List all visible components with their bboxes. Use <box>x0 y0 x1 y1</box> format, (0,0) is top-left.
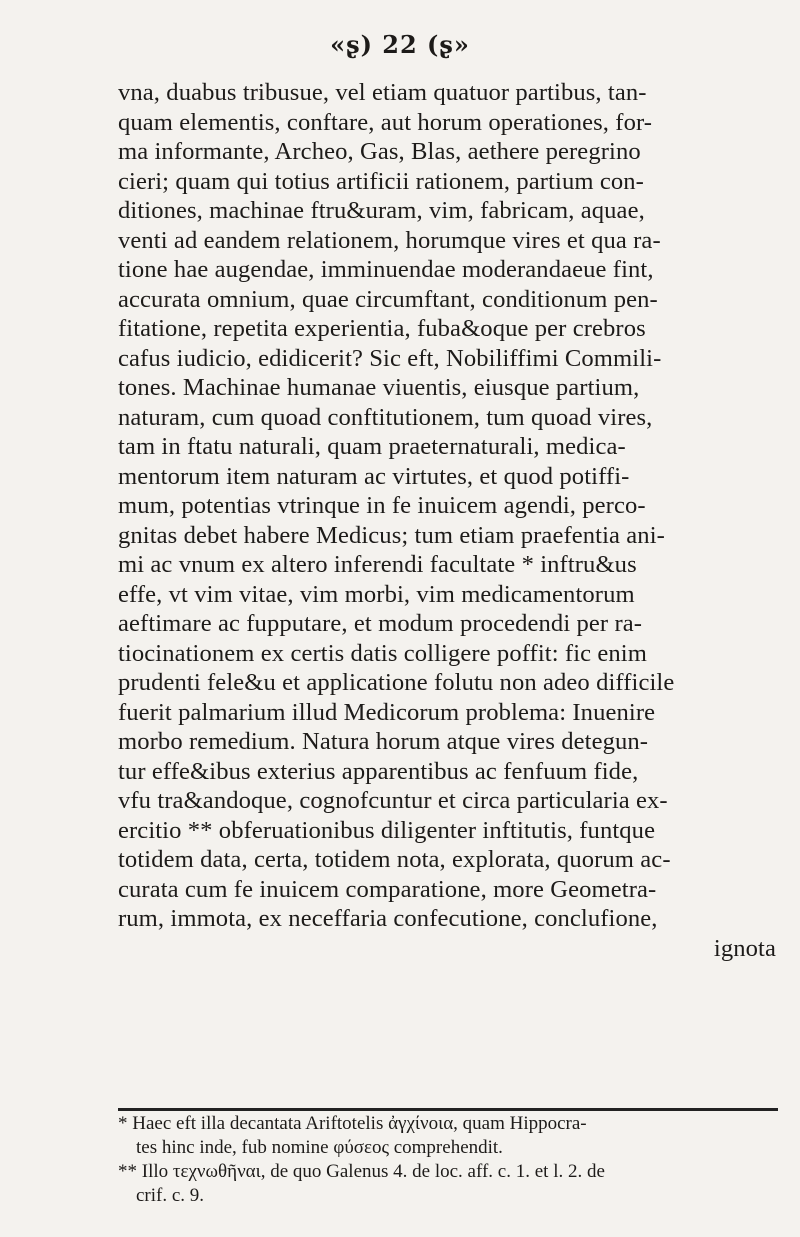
text-line: totidem data, certa, totidem nota, explorata, quorum ac- <box>118 846 671 873</box>
main-text <box>118 78 778 963</box>
footnote-line: tes hinc inde, fub nomine φύσεος comprehendit. <box>136 1137 503 1158</box>
text-line: tur effe&ibus exterius apparentibus ac fenfuum fide, <box>118 757 639 785</box>
text-line: curata cum fe inuicem comparatione, more Geometra- <box>118 875 657 903</box>
text-line: prudenti fele&u et applicatione folutu non adeo difficile <box>118 669 675 696</box>
text-line: cafus iudicio, edidicerit? Sic eft, Nobiliffimi Commili- <box>118 344 662 372</box>
running-header: «ʂ) 22 (ʂ» <box>330 30 470 59</box>
text-line: gnitas debet habere Medicus; tum etiam praefentia ani- <box>118 521 665 549</box>
text-line: tiocinationem ex certis datis colligere poffit: fic enim <box>118 639 647 667</box>
text-line: mum, potentias vtrinque in fe inuicem agendi, perco- <box>118 492 646 519</box>
text-line: ditiones, machinae ftru&uram, vim, fabricam, aquae, <box>118 197 645 224</box>
text-line: fuerit palmarium illud Medicorum problema: Inuenire <box>118 698 656 726</box>
footnote-rule <box>118 1108 778 1111</box>
footnotes <box>118 1112 788 1208</box>
text-line: tones. Machinae humanae viuentis, eiusque partium, <box>118 374 640 401</box>
text-line: ma informante, Archeo, Gas, Blas, aethere peregrino <box>118 138 641 165</box>
text-line: tam in ftatu naturali, quam praeternaturali, medica- <box>118 433 626 460</box>
text-line: venti ad eandem relationem, horumque vires et qua ra- <box>118 226 661 254</box>
text-line: tione hae augendae, imminuendae moderandaeue fint, <box>118 256 654 283</box>
text-line: aeftimare ac fupputare, et modum procedendi per ra- <box>118 610 643 637</box>
text-line: mentorum item naturam ac virtutes, et quod potiffi- <box>118 462 630 490</box>
text-line: morbo remedium. Natura horum atque vires detegun- <box>118 728 649 755</box>
footnote-line: * Haec eft illa decantata Ariftotelis ἀγχίνοια, quam Hippocra- <box>118 1113 587 1134</box>
text-line: fitatione, repetita experientia, fuba&oque per crebros <box>118 315 646 342</box>
text-line: mi ac vnum ex altero inferendi facultate * inftru&us <box>118 551 637 578</box>
text-line: vfu tra&andoque, cognofcuntur et circa particularia ex- <box>118 787 668 814</box>
text-line: quam elementis, conftare, aut horum operationes, for- <box>118 108 653 136</box>
catchword: ignota <box>713 934 776 962</box>
text-line: vna, duabus tribusue, vel etiam quatuor partibus, tan- <box>118 79 647 106</box>
footnote-line: ** Illo τεχνωθῆναι, de quo Galenus 4. de loc. aff. c. 1. et l. 2. de <box>118 1161 605 1182</box>
text-line: cieri; quam qui totius artificii rationem, partium con- <box>118 167 644 195</box>
text-line: effe, vt vim vitae, vim morbi, vim medicamentorum <box>118 580 635 608</box>
text-line: naturam, cum quoad conftitutionem, tum quoad vires, <box>118 403 653 431</box>
footnote-line: crif. c. 9. <box>136 1185 205 1206</box>
text-line: rum, immota, ex neceffaria confecutione, conclufione, <box>118 905 658 932</box>
text-line: ercitio ** obferuationibus diligenter inftitutis, funtque <box>118 816 656 844</box>
text-line: accurata omnium, quae circumftant, conditionum pen- <box>118 285 658 313</box>
